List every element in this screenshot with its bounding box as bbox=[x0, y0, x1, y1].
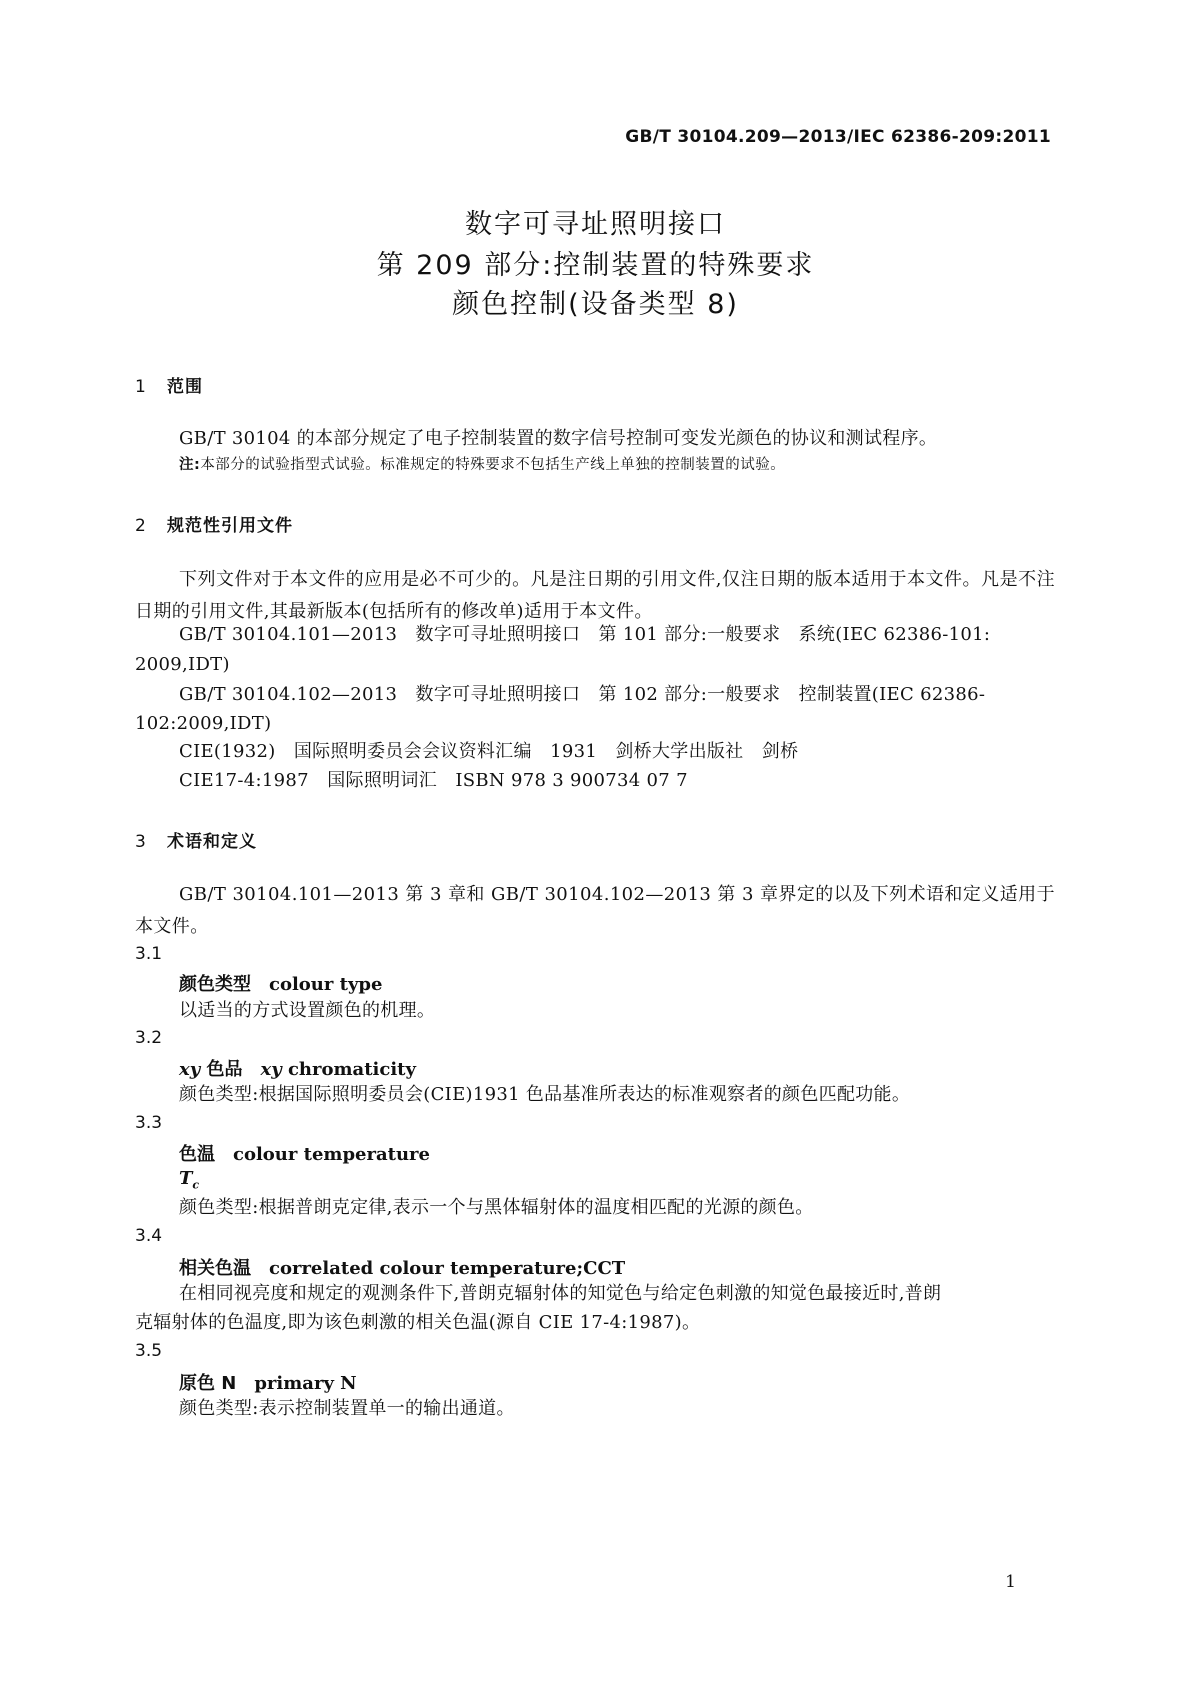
section-3-heading bbox=[135, 827, 257, 852]
term-title bbox=[179, 1369, 357, 1395]
term-number: 3.2 bbox=[135, 1028, 163, 1048]
section-2-paragraph: 下列文件对于本文件的应用是必不可少的。凡是注日期的引用文件,仅注日期的版本适用于本文件。凡是不注日期的引用文件,其最新版本(包括所有的修改单)适用于本文件。 bbox=[135, 569, 1055, 622]
term-definition-line-2: 克辐射体的色温度,即为该色刺激的相关色温(源自 CIE 17-4:1987)。 bbox=[135, 1312, 701, 1333]
term-symbol bbox=[179, 1168, 199, 1192]
term-english: primary N bbox=[254, 1373, 357, 1394]
term-chinese: 颜色类型 bbox=[179, 974, 251, 995]
note-label: 注: bbox=[179, 457, 201, 473]
section-title: 术语和定义 bbox=[167, 832, 257, 852]
term-definition: 颜色类型:根据国际照明委员会(CIE)1931 色品基准所表达的标准观察者的颜色匹配功能。 bbox=[179, 1084, 911, 1105]
term-number: 3.3 bbox=[135, 1113, 163, 1133]
term-english: colour temperature bbox=[233, 1144, 430, 1165]
reference-1-line-2: 2009,IDT) bbox=[135, 654, 230, 675]
term-definition-line-1: 在相同视亮度和规定的观测条件下,普朗克辐射体的知觉色与给定色刺激的知觉色最接近时,普朗 bbox=[179, 1283, 942, 1304]
reference-1-line-1: GB/T 30104.101—2013 数字可寻址照明接口 第 101 部分:一般要求 系统(IEC 62386-101: bbox=[179, 624, 991, 645]
reference-2-line-1: GB/T 30104.102—2013 数字可寻址照明接口 第 102 部分:一般要求 控制装置(IEC 62386- bbox=[179, 684, 986, 705]
symbol-letter: T bbox=[179, 1168, 193, 1189]
term-definition: 颜色类型:根据普朗克定律,表示一个与黑体辐射体的温度相匹配的光源的颜色。 bbox=[179, 1197, 814, 1218]
term-definition: 以适当的方式设置颜色的机理。 bbox=[179, 1000, 436, 1021]
term-number: 3.4 bbox=[135, 1226, 163, 1246]
term-title bbox=[179, 970, 382, 996]
standard-code: GB/T 30104.209—2013/IEC 62386-209:2011 bbox=[625, 127, 1051, 147]
page-number: 1 bbox=[1005, 1572, 1016, 1592]
title-line-3: 颜色控制(设备类型 8) bbox=[452, 289, 739, 320]
section-2-heading bbox=[135, 511, 293, 536]
term-title bbox=[179, 1254, 625, 1280]
term-chinese: 相关色温 bbox=[179, 1258, 251, 1279]
note-text: 本部分的试验指型式试验。标准规定的特殊要求不包括生产线上单独的控制装置的试验。 bbox=[200, 457, 786, 473]
symbol-subscript: c bbox=[192, 1178, 200, 1192]
term-number: 3.1 bbox=[135, 944, 163, 964]
title-line-1: 数字可寻址照明接口 bbox=[465, 209, 726, 240]
reference-3: CIE(1932) 国际照明委员会会议资料汇编 1931 剑桥大学出版社 剑桥 bbox=[179, 741, 799, 762]
section-title: 范围 bbox=[167, 377, 203, 397]
section-1-heading bbox=[135, 372, 203, 397]
term-english: correlated colour temperature;CCT bbox=[269, 1258, 626, 1279]
term-title bbox=[179, 1055, 416, 1081]
term-english: colour type bbox=[269, 974, 383, 995]
section-1-paragraph: GB/T 30104 的本部分规定了电子控制装置的数字信号控制可变发光颜色的协议和测试程序。 bbox=[179, 428, 938, 449]
section-number: 3 bbox=[135, 832, 147, 852]
term-number: 3.5 bbox=[135, 1341, 163, 1361]
term-english: chromaticity bbox=[287, 1059, 416, 1080]
reference-2-line-2: 102:2009,IDT) bbox=[135, 713, 272, 734]
title-line-2: 第 209 部分:控制装置的特殊要求 bbox=[376, 250, 815, 281]
term-english-italic: xy bbox=[260, 1059, 282, 1080]
term-title bbox=[179, 1140, 430, 1166]
section-title: 规范性引用文件 bbox=[167, 516, 293, 536]
section-3-paragraph: GB/T 30104.101—2013 第 3 章和 GB/T 30104.102—2013 第 3 章界定的以及下列术语和定义适用于本文件。 bbox=[135, 884, 1055, 937]
term-chinese: 色品 bbox=[206, 1059, 243, 1080]
term-chinese: 原色 N bbox=[179, 1373, 237, 1394]
term-chinese: 色温 bbox=[179, 1144, 215, 1165]
section-1-note bbox=[179, 455, 785, 475]
reference-4: CIE17-4:1987 国际照明词汇 ISBN 978 3 900734 07 7 bbox=[179, 770, 688, 791]
section-number: 1 bbox=[135, 377, 147, 397]
term-definition: 颜色类型:表示控制装置单一的输出通道。 bbox=[179, 1398, 515, 1419]
term-chinese-italic: xy bbox=[179, 1059, 201, 1080]
section-number: 2 bbox=[135, 516, 147, 536]
